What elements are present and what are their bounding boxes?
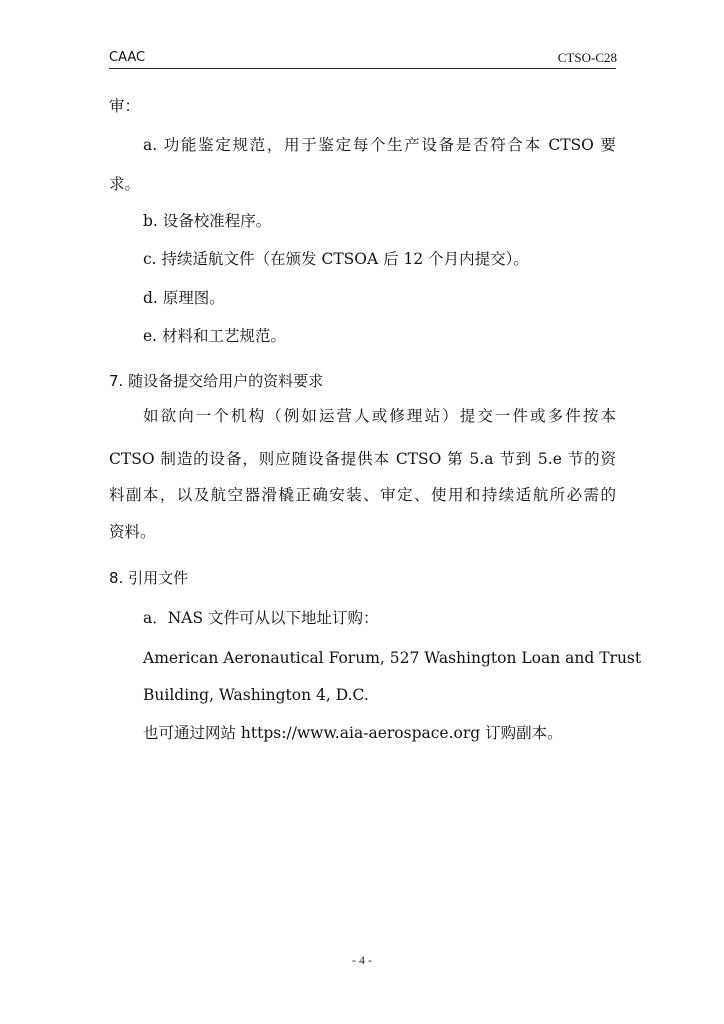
page-number: - 4 - bbox=[352, 953, 372, 967]
list-item-c: c. 持续适航文件（在颁发 CTSOA 后 12 个月内提交）。 bbox=[143, 250, 529, 268]
section-heading-7: 7. 随设备提交给用户的资料要求 bbox=[109, 372, 324, 390]
website-line: 也可通过网站 https://www.aia-aerospace.org 订购副本。 bbox=[143, 724, 563, 742]
paragraph-line: 求。 bbox=[109, 175, 141, 193]
paragraph-line: 资料。 bbox=[109, 523, 156, 541]
section-heading-8: 8. 引用文件 bbox=[109, 569, 189, 587]
reference-line: a．NAS 文件可从以下地址订购： bbox=[143, 609, 379, 627]
list-item-a: a. 功能鉴定规范，用于鉴定每个生产设备是否符合本 CTSO 要 bbox=[143, 136, 616, 154]
header-left: CAAC bbox=[109, 50, 146, 65]
paragraph-line: CTSO 制造的设备，则应随设备提供本 CTSO 第 5.a 节到 5.e 节的资 bbox=[109, 450, 616, 468]
header-rule bbox=[109, 68, 616, 69]
list-item-d: d. 原理图。 bbox=[143, 289, 225, 307]
list-item-e: e. 材料和工艺规范。 bbox=[143, 327, 287, 345]
paragraph-line: 料副本，以及航空器滑橇正确安装、审定、使用和持续适航所必需的 bbox=[109, 486, 616, 504]
paragraph-line: 如欲向一个机构（例如运营人或修理站）提交一件或多件按本 bbox=[143, 407, 616, 425]
paragraph-line: 审： bbox=[109, 97, 141, 115]
list-item-b: b. 设备校准程序。 bbox=[143, 212, 272, 230]
header-right: CTSO-C28 bbox=[557, 50, 617, 65]
address-line: Building, Washington 4, D.C. bbox=[143, 686, 369, 704]
address-line: American Aeronautical Forum, 527 Washington Loan and Trust bbox=[143, 649, 642, 667]
